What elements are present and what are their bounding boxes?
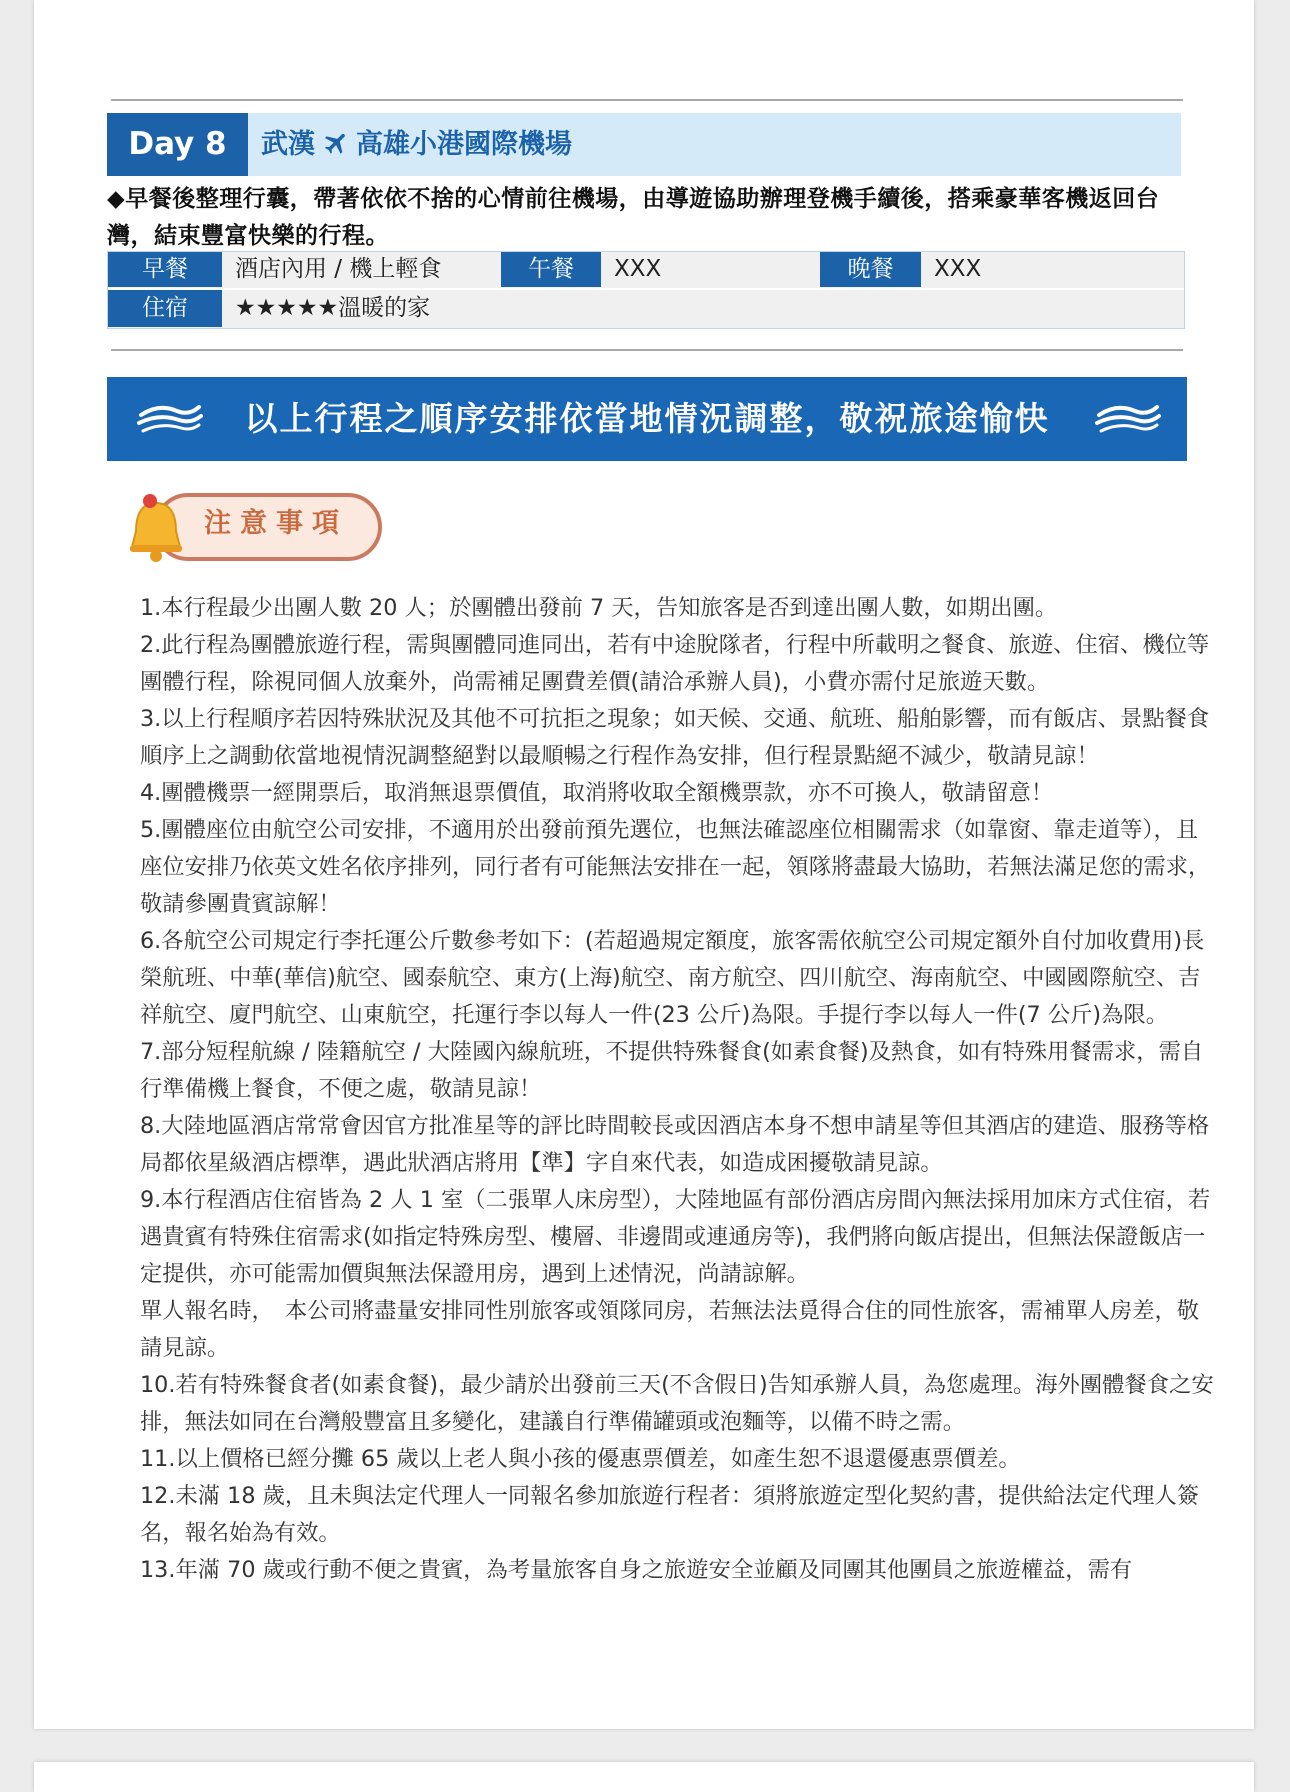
route-origin: 武漢 — [261, 129, 315, 160]
notice-list — [140, 590, 1220, 1589]
middle-divider — [111, 349, 1183, 351]
notice-item: 12.未滿 18 歲，且未與法定代理人一同報名參加旅遊行程者：須將旅遊定型化契約書，提供給法定代理人簽名，報名始為有效。 — [140, 1483, 1200, 1546]
next-page-edge — [34, 1762, 1254, 1792]
notice-item: 單人報名時， 本公司將盡量安排同性別旅客或領隊同房，若無法法覓得合住的同性旅客，需補單人房差，敬請見諒。 — [140, 1298, 1200, 1361]
day-route — [261, 113, 572, 176]
notice-item: 11.以上價格已經分攤 65 歲以上老人與小孩的優惠票價差，如產生恕不退還優惠票價差。 — [140, 1446, 1021, 1472]
notice-item: 6.各航空公司規定行李托運公斤數參考如下：(若超過規定額度，旅客需依航空公司規定額外自付加收費用)長榮航班、中華(華信)航空、國泰航空、東方(上海)航空、南方航空、四川航空、海南航空、中國國際航空、吉祥航空、廈門航空、山東航空，托運行李以每人一件(23 公斤)為限。手提行李以每人一件(7 公斤)為限。 — [140, 928, 1205, 1028]
closing-banner — [107, 377, 1187, 461]
bell-icon — [122, 493, 190, 567]
notice-item: 5.團體座位由航空公司安排，不適用於出發前預先選位，也無法確認座位相關需求（如靠窗、靠走道等），且座位安排乃依英文姓名依序排列，同行者有可能無法安排在一起，領隊將盡最大協助，若無法滿足您的需求，敬請參團貴賓諒解！ — [140, 817, 1211, 917]
notice-item: 4.團體機票一經開票后，取消無退票價值，取消將收取全額機票款，亦不可換人，敬請留意！ — [140, 780, 1054, 806]
banner-text: 以上行程之順序安排依當地情況調整，敬祝旅途愉快 — [244, 399, 1050, 438]
notice-title: 注意事項 — [204, 508, 348, 539]
day-header — [107, 113, 1181, 176]
route-destination: 高雄小港國際機場 — [356, 129, 572, 160]
meal-table — [107, 251, 1185, 329]
lunch-value: XXX — [614, 256, 662, 282]
hotel-value: ★★★★★溫暖的家 — [235, 295, 431, 321]
notice-item: 10.若有特殊餐食者(如素食餐)，最少請於出發前三天(不含假日)告知承辦人員，為您處理。海外團體餐食之安排，無法如同在台灣般豐富且多變化，建議自行準備罐頭或泡麵等，以備不時之需。 — [140, 1372, 1214, 1435]
wave-icon — [1095, 401, 1161, 437]
day-label: Day 8 — [107, 113, 248, 176]
itinerary-page — [34, 0, 1254, 1729]
dinner-label: 晚餐 — [820, 252, 921, 287]
dinner-value: XXX — [934, 256, 982, 282]
notice-item: 7.部分短程航線 / 陸籍航空 / 大陸國內線航班，不提供特殊餐食(如素食餐)及熱食，如有特殊用餐需求，需自行準備機上餐食，不便之處，敬請見諒！ — [140, 1039, 1204, 1102]
notice-item: 2.此行程為團體旅遊行程，需與團體同進同出，若有中途脫隊者，行程中所載明之餐食、旅遊、住宿、機位等團體行程，除視同個人放棄外，尚需補足團費差價(請洽承辦人員)，小費亦需付足旅遊天數。 — [140, 632, 1210, 695]
notice-item: 1.本行程最少出團人數 20 人；於團體出發前 7 天，告知旅客是否到達出團人數，如期出團。 — [140, 595, 1058, 621]
notice-item: 13.年滿 70 歲或行動不便之貴賓，為考量旅客自身之旅遊安全並顧及同團其他團員之旅遊權益，需有 — [140, 1557, 1133, 1583]
day-description: ◆早餐後整理行囊，帶著依依不捨的心情前往機場，由導遊協助辦理登機手續後，搭乘豪華客機返回台灣，結束豐富快樂的行程。 — [107, 186, 1160, 249]
notice-badge — [114, 485, 394, 575]
notice-item: 3.以上行程順序若因特殊狀況及其他不可抗拒之現象；如天候、交通、航班、船舶影響，而有飯店、景點餐食順序上之調動依當地視情況調整絕對以最順暢之行程作為安排，但行程景點絕不減少，敬請見諒！ — [140, 706, 1210, 769]
notice-item: 8.大陸地區酒店常常會因官方批准星等的評比時間較長或因酒店本身不想申請星等但其酒店的建造、服務等格局都依星級酒店標準，遇此狀酒店將用【準】字自來代表，如造成困擾敬請見諒。 — [140, 1113, 1210, 1176]
airplane-icon — [321, 129, 352, 157]
breakfast-value: 酒店內用 / 機上輕食 — [235, 256, 442, 282]
breakfast-label: 早餐 — [108, 252, 222, 287]
lunch-label: 午餐 — [501, 252, 601, 287]
hotel-label: 住宿 — [108, 290, 222, 327]
top-divider — [111, 99, 1183, 101]
notice-item: 9.本行程酒店住宿皆為 2 人 1 室（二張單人床房型），大陸地區有部份酒店房間內無法採用加床方式住宿，若遇貴賓有特殊住宿需求(如指定特殊房型、樓層、非邊間或連通房等)，我們將向飯店提出，但無法保證飯店一定提供，亦可能需加價與無法保證用房，遇到上述情況，尚請諒解。 — [140, 1187, 1211, 1287]
